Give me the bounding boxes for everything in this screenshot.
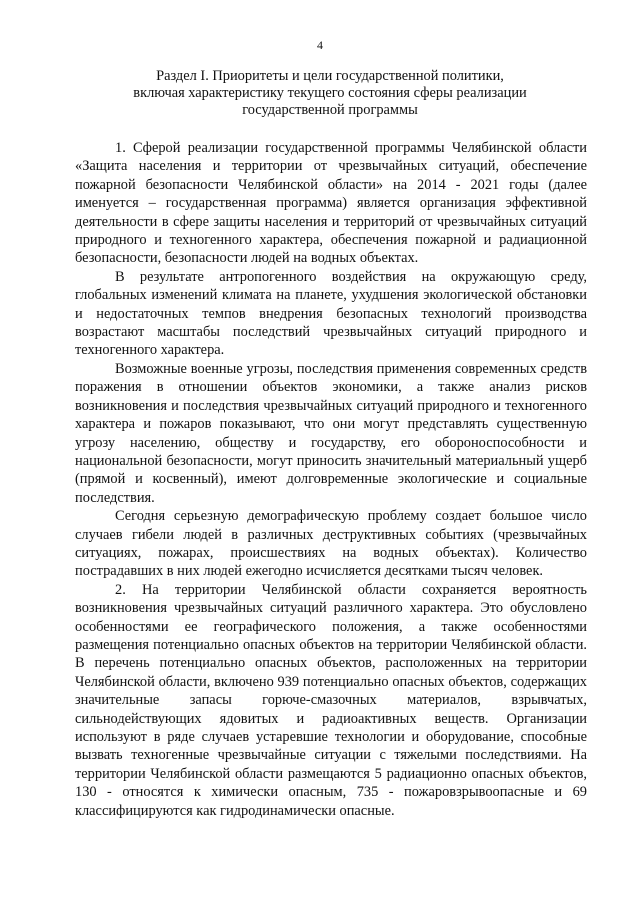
section-heading-line-2: включая характеристику текущего состояния сферы реализации xyxy=(133,85,527,101)
section-heading xyxy=(90,68,570,119)
paragraph-4: Сегодня серьезную демографическую проблему создает большое число случаев гибели людей в различных деструктивных событиях (чрезвычайных ситуациях, пожарах, происшествиях на водных объектах). Количество пострадавших в них людей ежегодно исчисляется десятками тысяч человек. xyxy=(75,508,587,580)
body-text xyxy=(75,139,587,820)
section-heading-line-1: Раздел I. Приоритеты и цели государственной политики, xyxy=(156,68,504,84)
page-number: 4 xyxy=(317,38,323,52)
paragraph-1: 1. Сферой реализации государственной программы Челябинской области «Защита населения и территории от чрезвычайных ситуаций, обеспечение пожарной безопасности Челябинской области» на 2014 - 2021 годы (далее именуется – государственная программа) является организация эффективной деятельности в сфере защиты населения и территорий от чрезвычайных ситуаций природного и техногенного характера, обеспечения пожарной и радиационной безопасности, безопасности людей на водных объектах. xyxy=(75,140,587,267)
paragraph-2: В результате антропогенного воздействия на окружающую среду, глобальных изменений климата на планете, ухудшения экологической обстановки и недостаточных темпов внедрения безопасных технологий производства возрастают масштабы последствий чрезвычайных ситуаций природного и техногенного характера. xyxy=(75,268,587,359)
section-heading-line-3: государственной программы xyxy=(242,102,418,118)
paragraph-3: Возможные военные угрозы, последствия применения современных средств поражения в отношении объектов экономики, а также анализ рисков возникновения и последствия чрезвычайных ситуаций природного и техногенного характера и пожаров показывают, что они могут представлять существенную угрозу населению, обществу и государству, его обороноспособности и национальной безопасности, могут приносить значительный материальный ущерб (прямой и косвенный), имеют долговременные экологические и социальные последствия. xyxy=(75,360,587,506)
paragraph-5: 2. На территории Челябинской области сохраняется вероятность возникновения чрезвычайных ситуаций различного характера. Это обусловлено особенностями ее географического положения, а также особенностями размещения потенциально опасных объектов на территории Челябинской области. В перечень потенциально опасных объектов, расположенных на территории Челябинской области, включено 939 потенциально опасных объектов, содержащих значительные запасы горюче-смазочных материалов, взрывчатых, сильнодействующих ядовитых и радиоактивных веществ. Организации используют в ряде случаев устаревшие технологии и оборудование, способные вызвать техногенные чрезвычайные ситуации с тяжелыми последствиями. На территории Челябинской области размещаются 5 радиационно опасных объектов, 130 - относятся к химически опасным, 735 - пожаровзрывоопасные и 69 классифицируются как гидродинамически опасные. xyxy=(75,581,587,819)
